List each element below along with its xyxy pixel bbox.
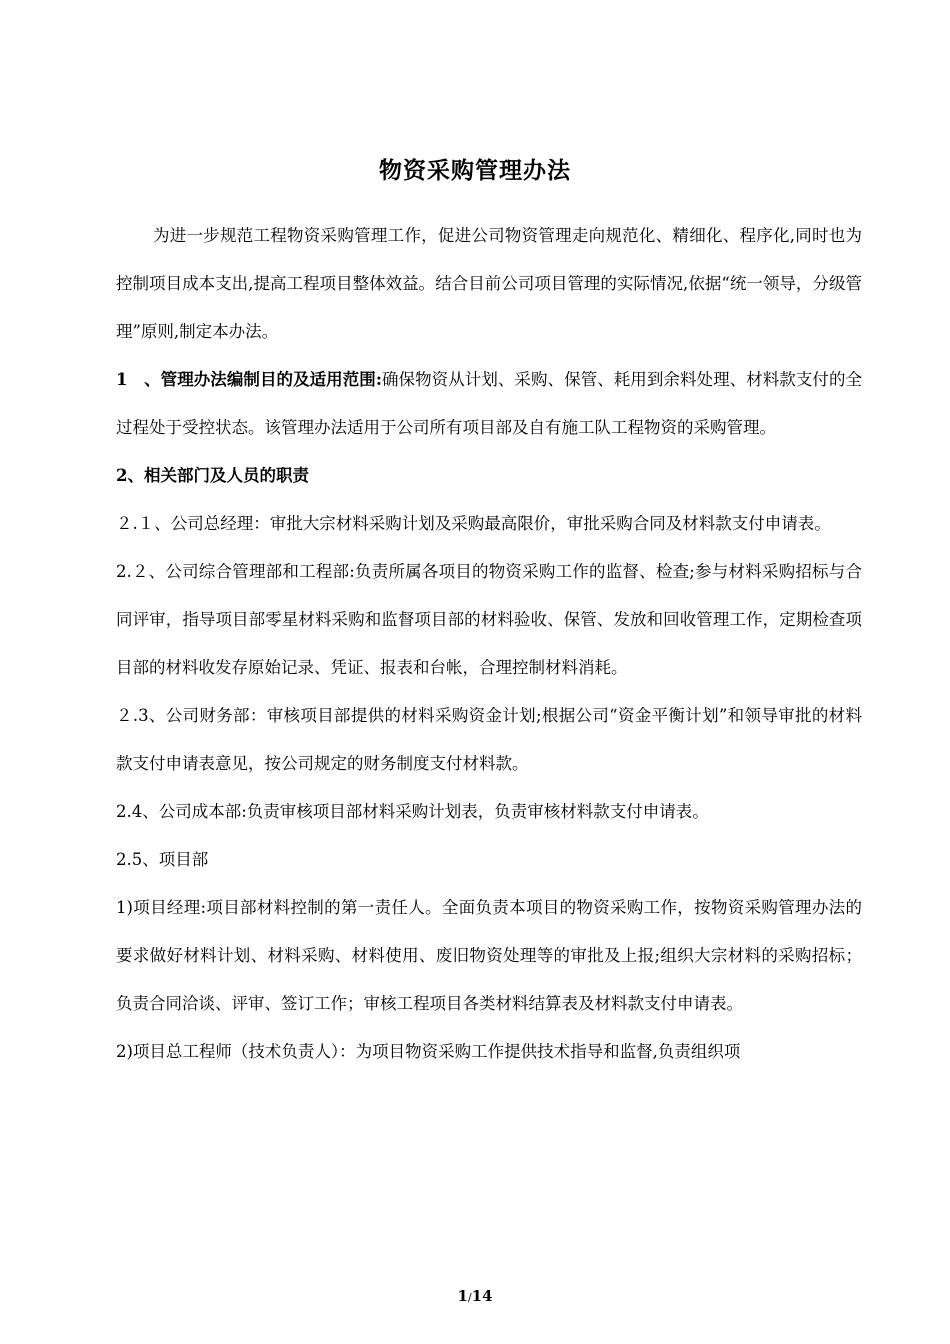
page-number	[0, 1287, 950, 1305]
item-2-2: 2.２、公司综合管理部和工程部:负责所属各项目的物资采购工作的监督、检查;参与材料采购招标与合同评审，指导项目部零星材料采购和监督项目部的材料验收、保管、发放和回收管理工作，定期检查项目部的材料收发存原始记录、凭证、报表和台帐，合理控制材料消耗。	[116, 562, 862, 677]
item-project-manager: 1)项目经理:项目部材料控制的第一责任人。全面负责本项目的物资采购工作，按物资采购管理办法的要求做好材料计划、材料采购、材料使用、废旧物资处理等的审批及上报;组织大宗材料的采购招标；负责合同洽谈、评审、签订工作；审核工程项目各类材料结算表及材料款支付申请表。	[116, 898, 862, 1013]
item-2-4: 2.4、公司成本部:负责审核项目部材料采购计划表，负责审核材料款支付申请表。	[116, 802, 709, 821]
current-page: 1	[457, 1287, 468, 1305]
document-body	[116, 212, 862, 1076]
item-2-1: ２.１、公司总经理：审批大宗材料采购计划及采购最高限价，审批采购合同及材料款支付申请表。	[116, 514, 831, 533]
section-1-text: 确保物资从计划、采购、保管、耗用到余料处理、材料款支付的全过程处于受控状态。该管理办法适用于公司所有项目部及自有施工队工程物资的采购管理。	[116, 370, 862, 437]
item-2-5: 2.5、项目部	[116, 850, 209, 869]
section-2-heading: 2、相关部门及人员的职责	[116, 466, 309, 485]
item-2-3: ２.3、公司财务部：审核项目部提供的材料采购资金计划;根据公司“资金平衡计划”和领导审批的材料款支付申请表意见，按公司规定的财务制度支付材料款。	[116, 706, 862, 773]
page-separator: /	[467, 1291, 472, 1304]
section-1-paragraph	[116, 356, 862, 452]
section-1-heading: 1 、管理办法编制目的及适用范围:	[116, 370, 382, 389]
total-pages: 14	[471, 1287, 493, 1305]
intro-paragraph: 为进一步规范工程物资采购管理工作，促进公司物资管理走向规范化、精细化、程序化,同时也为控制项目成本支出,提高工程项目整体效益。结合目前公司项目管理的实际情况,依据“统一领导，分级管理”原则,制定本办法。	[116, 226, 862, 341]
page-title: 物资采购管理办法	[379, 157, 571, 184]
item-chief-engineer: 2)项目总工程师（技术负责人）：为项目物资采购工作提供技术指导和监督,负责组织项	[116, 1042, 741, 1061]
